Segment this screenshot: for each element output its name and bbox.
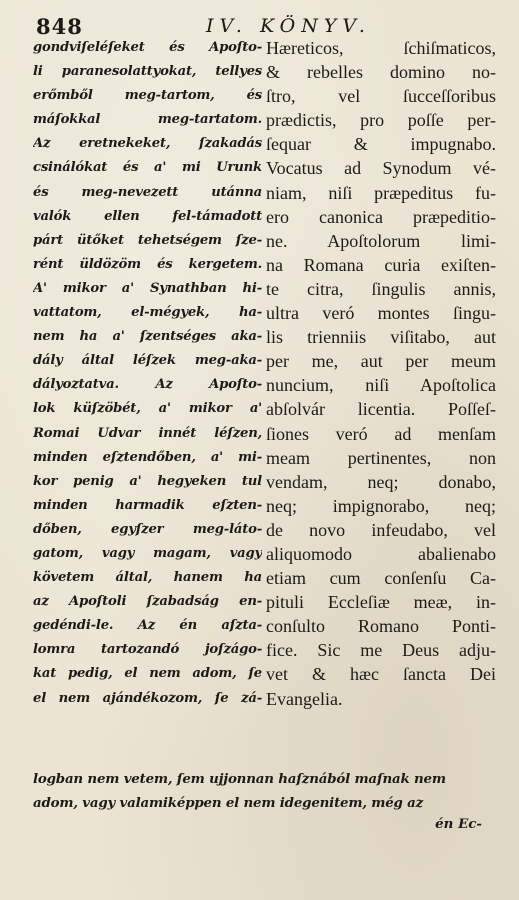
- latin-text-line: de novo infeudabo, vel: [266, 519, 496, 540]
- hungarian-text-line: kat pedig, el nem adom, ſe: [33, 666, 262, 682]
- latin-text-line: na Romana curia exiſten-: [266, 254, 496, 275]
- hungarian-text-line: lok küſzöbét, a' mikor a': [33, 401, 262, 417]
- latin-text-line: Vocatus ad Synodum vé-: [266, 158, 496, 179]
- latin-text-line: neq; impignorabo, neq;: [266, 495, 496, 516]
- hungarian-text-line: kor penig a' hegyeken tul: [33, 473, 262, 489]
- hungarian-text-line: dőben, egyſzer meg-láto-: [33, 521, 262, 537]
- hungarian-text-line: nem ha a' ſzentséges aka-: [33, 329, 262, 345]
- hungarian-text-line: rént üldözöm és kergetem.: [33, 256, 262, 272]
- page-header: [36, 14, 496, 38]
- latin-text-line: ſiones veró ad menſam: [266, 423, 496, 444]
- latin-text-line: meam pertinentes, non: [266, 447, 496, 468]
- hungarian-text-line: A' mikor a' Synathban hi-: [33, 280, 262, 296]
- latin-text-line: fice. Sic me Deus adju-: [266, 640, 496, 661]
- latin-text-line: ſtro, vel ſucceſſoribus: [266, 86, 496, 107]
- latin-text-line: & rebelles domino no-: [266, 62, 496, 83]
- hungarian-text-line: az Apoſtoli ſzabadság en-: [33, 594, 262, 610]
- latin-text-line: nuncium, niſi Apoſtolica: [266, 375, 496, 396]
- hungarian-text-line: minden eſztendőben, a' mi-: [33, 449, 262, 465]
- latin-text-line: aliquomodo abalienabo: [266, 543, 496, 564]
- latin-text-line: ſequar & impugnabo.: [266, 134, 496, 155]
- hungarian-text-line: Romai Udvar innét léſzen,: [33, 425, 262, 441]
- hungarian-text-line: el nem ajándékozom, ſe zá-: [33, 690, 262, 706]
- latin-text-line: ne. Apoſtolorum limi-: [266, 230, 496, 251]
- hungarian-text-line: és meg-nevezett utánna: [33, 184, 262, 200]
- latin-text-line: vendam, neq; donabo,: [266, 471, 496, 492]
- running-head: IV. KÖNYV.: [206, 15, 371, 37]
- latin-text-line: Evangelia.: [266, 688, 343, 709]
- hungarian-text-line: dály által léſzek meg-aka-: [33, 353, 262, 369]
- hungarian-text-line: csinálókat és a' mi Urunk: [33, 160, 262, 176]
- latin-text-line: conſulto Romano Ponti-: [266, 616, 496, 637]
- latin-text-line: abſolvár licentia. Poſſeſ-: [266, 399, 496, 420]
- hungarian-text-line: li paranesolattyokat, tellyes: [33, 64, 262, 80]
- latin-text-line: per me, aut per meum: [266, 351, 496, 372]
- hungarian-text-line: dályoztatva. Az Apoſto-: [33, 377, 262, 393]
- latin-text-line: ultra veró montes ſingu-: [266, 303, 496, 324]
- latin-text-line: niam, niſi præpeditus fu-: [266, 182, 496, 203]
- full-width-line: logban nem vetem, ſem ujjonnan haſznából maſnak nem: [33, 771, 446, 787]
- hungarian-text-line: vattatom, el-mégyek, ha-: [33, 305, 262, 321]
- hungarian-text-line: erőmből meg-tartom, és: [33, 88, 262, 104]
- page-number: 848: [36, 14, 83, 39]
- latin-text-line: lis trienniis viſitabo, aut: [266, 327, 496, 348]
- latin-text-column: [266, 36, 496, 711]
- latin-text-line: prædictis, pro poſſe per-: [266, 110, 496, 131]
- hungarian-text-line: minden harmadik eſzten-: [33, 497, 262, 513]
- hungarian-text-line: gatom, vagy magam, vagy: [33, 545, 262, 561]
- hungarian-text-line: valók ellen fel-támadott: [33, 208, 262, 224]
- latin-text-line: etiam cum conſenſu Ca-: [266, 568, 496, 589]
- hungarian-text-line: párt ütőket tehetségem ſze-: [33, 232, 262, 248]
- full-width-line: adom, vagy valamiképpen el nem idegenitem, még az: [33, 795, 424, 811]
- latin-text-line: ero canonica præpeditio-: [266, 206, 496, 227]
- hungarian-text-line: gedéndi-le. Az én aſzta-: [33, 618, 262, 634]
- hungarian-text-line: máſokkal meg-tartatom.: [33, 112, 262, 128]
- catchword: én Ec-: [435, 816, 482, 832]
- hungarian-text-line: követem által, hanem ha: [33, 570, 262, 586]
- hungarian-text-column: [33, 36, 262, 711]
- hungarian-text-line: gondviſeléſeket és Apoſto-: [33, 40, 262, 55]
- latin-text-line: pituli Eccleſiæ meæ, in-: [266, 592, 496, 613]
- latin-text-line: Hæreticos, ſchiſmaticos,: [266, 38, 496, 58]
- latin-text-line: te citra, ſingulis annis,: [266, 278, 496, 299]
- latin-text-line: vet & hæc ſancta Dei: [266, 664, 496, 685]
- hungarian-text-line: lomra tartozandó joſzágo-: [33, 642, 262, 658]
- hungarian-text-line: Az eretnekeket, ſzakadás: [33, 136, 262, 152]
